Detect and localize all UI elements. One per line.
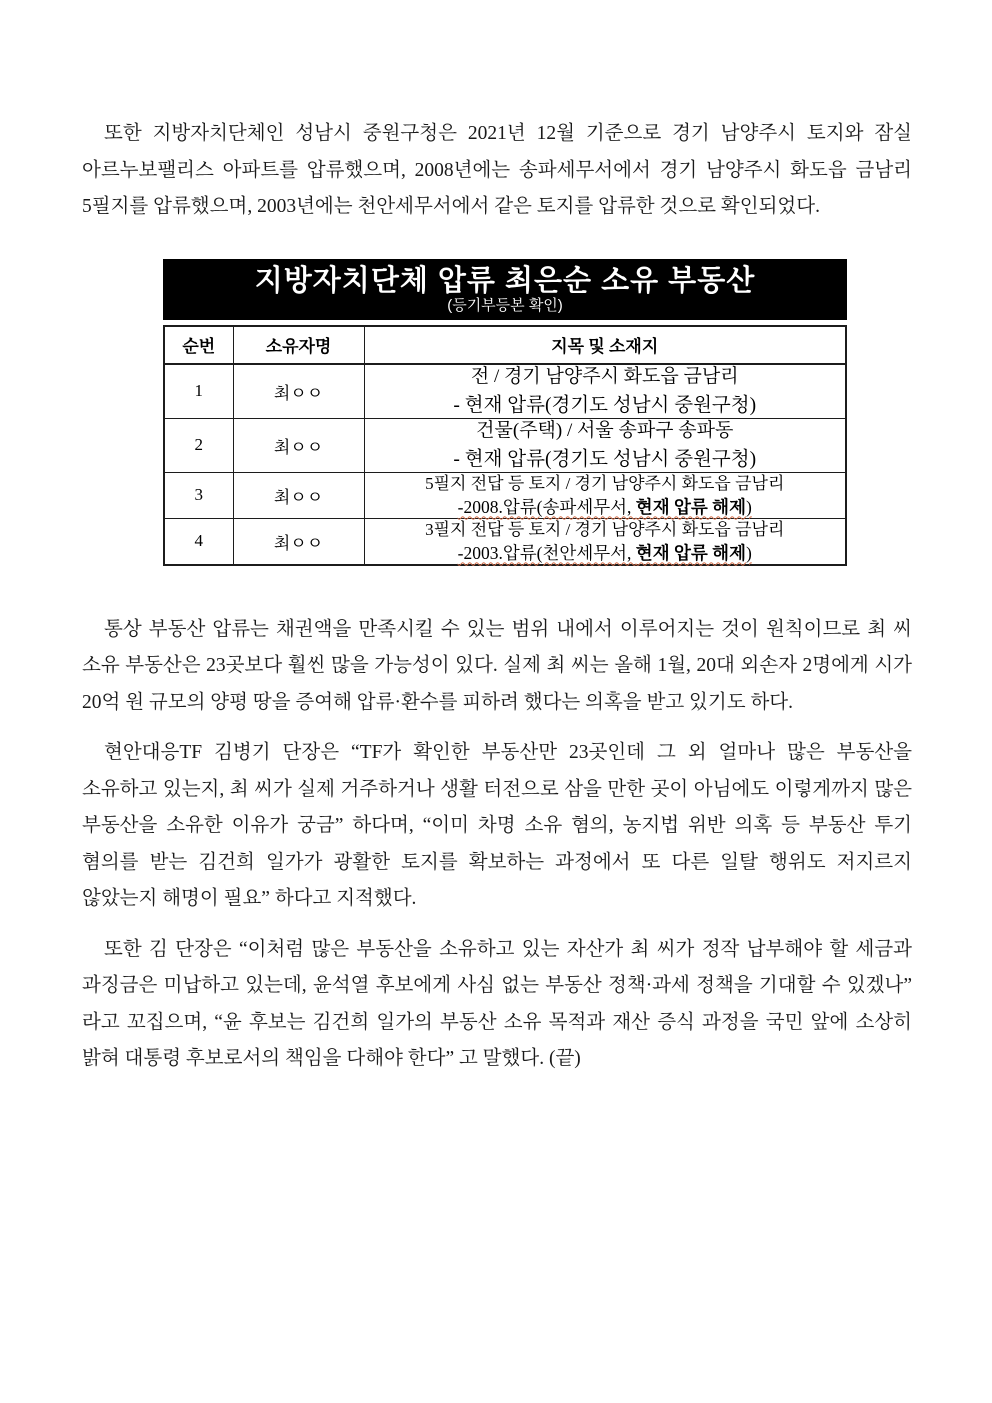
cell-no: 1 (164, 364, 233, 419)
table-row (164, 418, 846, 472)
location-line1: 3필지 전답 등 토지 / 경기 남양주시 화도읍 금남리 (425, 519, 785, 539)
location-line1: 5필지 전답 등 토지 / 경기 남양주시 화도읍 금남리 (425, 473, 785, 493)
paragraph-seizure-scope: 통상 부동산 압류는 채권액을 만족시킬 수 있는 범위 내에서 이루어지는 것이 원칙이므로 최 씨 소유 부동산은 23곳보다 훨씬 많을 가능성이 있다. 실제 최 씨는 올해 1월, 20대 외손자 2명에게 시가 20억 원 규모의 양평 땅을 증여해 압류·환수를 피하려 했다는 의혹을 받고 있기도 하다. (82, 618, 912, 713)
location-line2 (365, 542, 846, 564)
cell-owner: 최ㅇㅇ (233, 518, 364, 565)
cell-location (364, 472, 846, 518)
document-body (82, 116, 912, 1092)
status-text: -2003.압류(천안세무서, (457, 542, 636, 563)
cell-no: 4 (164, 518, 233, 565)
paragraph-kim-byungki-quote: 현안대응TF 김병기 단장은 “TF가 확인한 부동산만 23곳인데 그 외 얼마나 많은 부동산을 소유하고 있는지, 최 씨가 실제 거주하거나 생활 터전으로 삼을 만한 곳이 아님에도 이렇게까지 많은 부동산을 소유한 이유가 궁금” 하다며, “이미 차명 소유 혐의, 농지법 위반 의혹 등 부동산 투기 혐의를 받는 김건희 일가가 광활한 토지를 확보하는 과정에서 또 다른 일탈 행위도 저지르지 않았는지 해명이 필요” 하다고 지적했다. (82, 742, 912, 909)
status-text: - 현재 압류(경기도 성남시 중원구청) (453, 394, 757, 416)
status-close-paren: ) (745, 496, 752, 517)
seized-property-table (163, 325, 847, 566)
column-header-owner: 소유자명 (233, 326, 364, 364)
status-bold-text: 현재 압류 해제 (635, 496, 746, 517)
status-text: -2008.압류(송파세무서, (457, 496, 636, 517)
table-header-row (164, 326, 846, 364)
table-row (164, 518, 846, 565)
table-title-bar (163, 259, 847, 320)
column-header-no: 순번 (164, 326, 233, 364)
location-line2 (365, 448, 846, 472)
status-bold-text: 현재 압류 해제 (635, 542, 746, 563)
table-title: 지방자치단체 압류 최은순 소유 부동산 (254, 264, 756, 297)
location-line2 (365, 496, 846, 518)
cell-location (364, 364, 846, 419)
status-text: - 현재 압류(경기도 성남시 중원구청) (453, 448, 757, 470)
paragraph-closing-quote: 또한 김 단장은 “이처럼 많은 부동산을 소유하고 있는 자산가 최 씨가 정작 납부해야 할 세금과 과징금은 미납하고 있는데, 윤석열 후보에게 사심 없는 부동산 정책·과세 정책을 기대할 수 있겠나” 라고 꼬집으며, “윤 후보는 김건희 일가의 부동산 소유 목적과 재산 증식 과정을 국민 앞에 소상히 밝혀 대통령 후보로서의 책임을 다해야 한다” 고 말했다. (끝) (82, 938, 912, 1069)
seized-property-table-block (163, 259, 847, 566)
spellcheck-underlined-text (458, 543, 752, 563)
table-row (164, 364, 846, 419)
table-row (164, 472, 846, 518)
paragraph-seizure-history: 또한 지방자치단체인 성남시 중원구청은 2021년 12월 기준으로 경기 남양주시 토지와 잠실 아르누보팰리스 아파트를 압류했으며, 2008년에는 송파세무서에서 경기 남양주시 화도읍 금남리 5필지를 압류했으며, 2003년에는 천안세무서에서 같은 토지를 압류한 것으로 확인되었다. (82, 123, 912, 217)
column-header-location: 지목 및 소재지 (364, 326, 846, 364)
spellcheck-underlined-text (458, 497, 752, 517)
cell-owner: 최ㅇㅇ (233, 418, 364, 472)
cell-location (364, 418, 846, 472)
location-line1: 건물(주택) / 서울 송파구 송파동 (476, 419, 734, 441)
cell-no: 3 (164, 472, 233, 518)
cell-location (364, 518, 846, 565)
cell-owner: 최ㅇㅇ (233, 472, 364, 518)
cell-owner: 최ㅇㅇ (233, 364, 364, 419)
location-line1: 전 / 경기 남양주시 화도읍 금남리 (470, 365, 739, 387)
status-close-paren: ) (745, 542, 752, 563)
location-line2 (365, 394, 846, 418)
cell-no: 2 (164, 418, 233, 472)
table-subtitle: (등기부등본 확인) (447, 296, 563, 314)
